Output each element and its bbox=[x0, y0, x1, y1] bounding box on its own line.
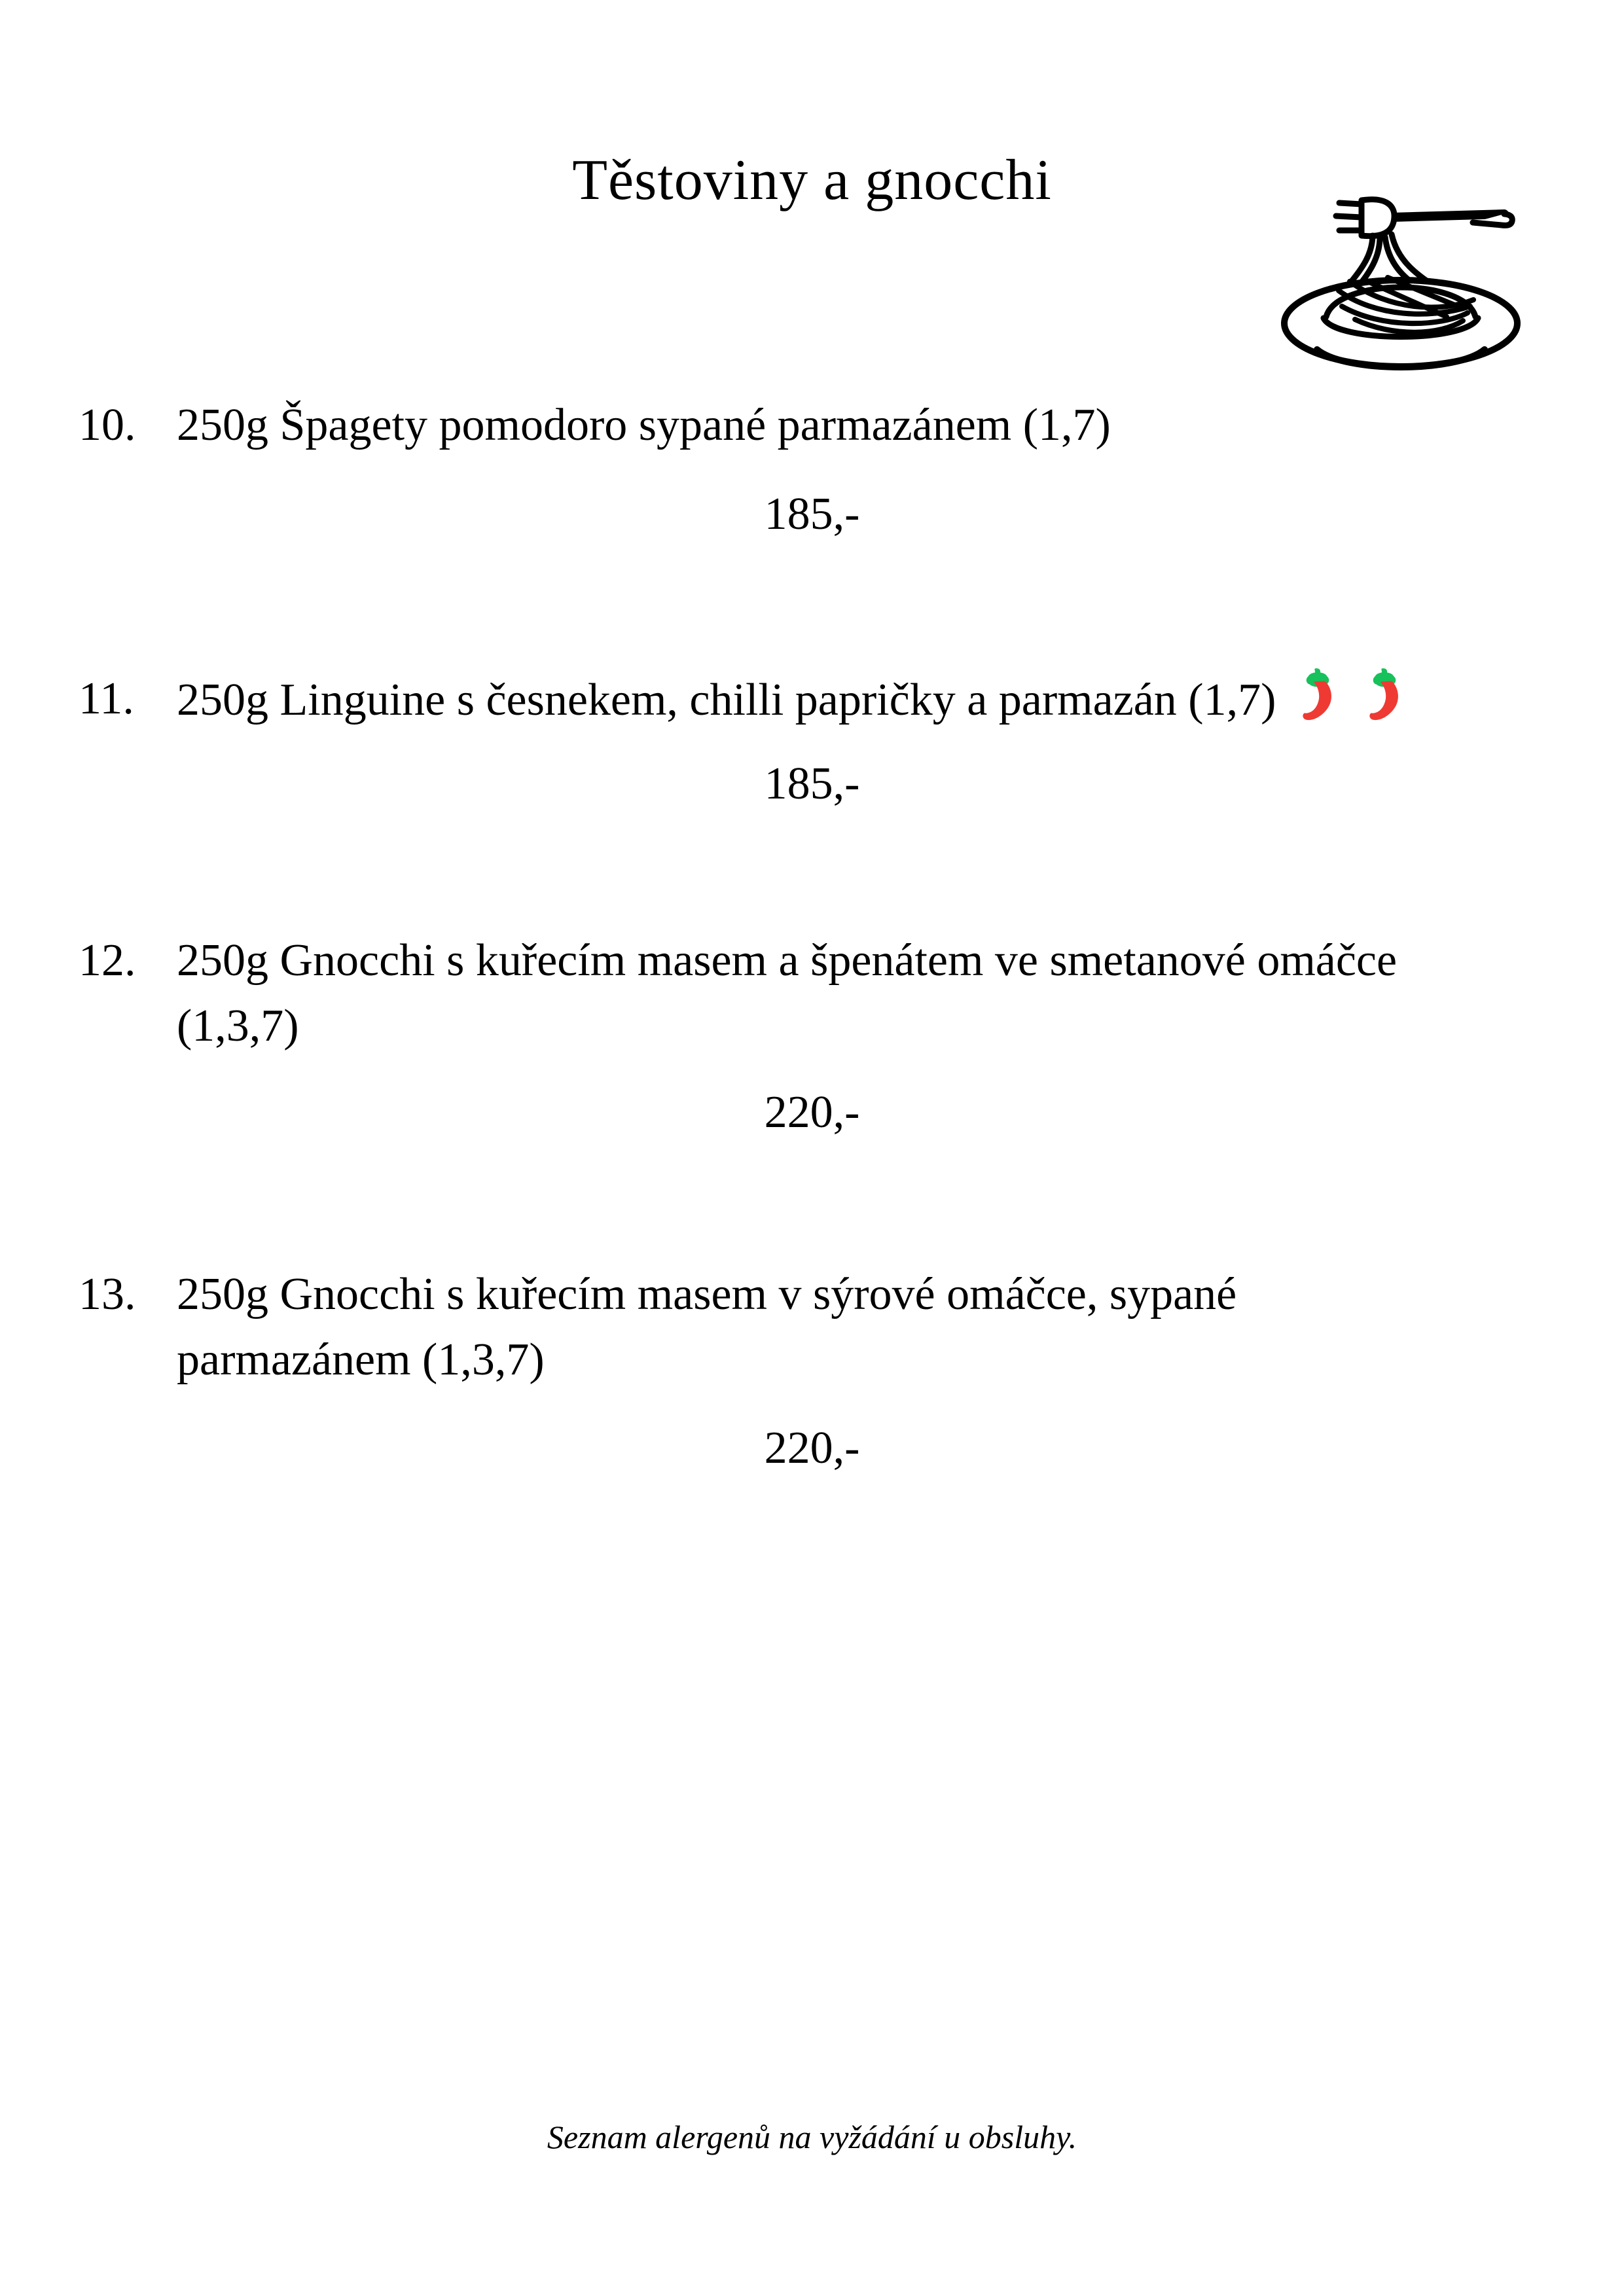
item-price: 220,- bbox=[764, 1423, 860, 1473]
item-price: 220,- bbox=[764, 1087, 860, 1138]
item-number: 12. bbox=[79, 935, 136, 986]
chili-pepper-icon bbox=[1363, 666, 1404, 726]
item-line: (1,3,7) bbox=[177, 1001, 299, 1051]
item-number: 13. bbox=[79, 1269, 136, 1319]
item-description bbox=[177, 666, 1584, 733]
item-number: 10. bbox=[79, 400, 136, 450]
item-description bbox=[177, 928, 1584, 1059]
page-title: Těstoviny a gnocchi bbox=[572, 149, 1052, 212]
item-line: parmazánem (1,3,7) bbox=[177, 1335, 545, 1385]
item-line bbox=[177, 666, 1584, 733]
item-line-text: 250g Linguine s česnekem, chilli papričky a parmazán (1,7) bbox=[177, 675, 1276, 725]
allergen-note: Seznam alergenů na vyžádání u obsluhy. bbox=[547, 2119, 1077, 2155]
item-description bbox=[177, 393, 1584, 458]
item-line: 250g Gnocchi s kuřecím masem v sýrové omáčce, sypané bbox=[177, 1269, 1237, 1319]
item-line: 250g Špagety pomodoro sypané parmazánem (1,7) bbox=[177, 400, 1111, 450]
item-line: 250g Gnocchi s kuřecím masem a špenátem ve smetanové omáčce bbox=[177, 935, 1398, 986]
chili-pepper-icon bbox=[1297, 666, 1337, 726]
item-number: 11. bbox=[79, 673, 134, 724]
item-description bbox=[177, 1262, 1584, 1393]
item-price: 185,- bbox=[764, 759, 860, 809]
spaghetti-plate-fork-icon bbox=[1276, 178, 1525, 374]
item-price: 185,- bbox=[764, 489, 860, 539]
